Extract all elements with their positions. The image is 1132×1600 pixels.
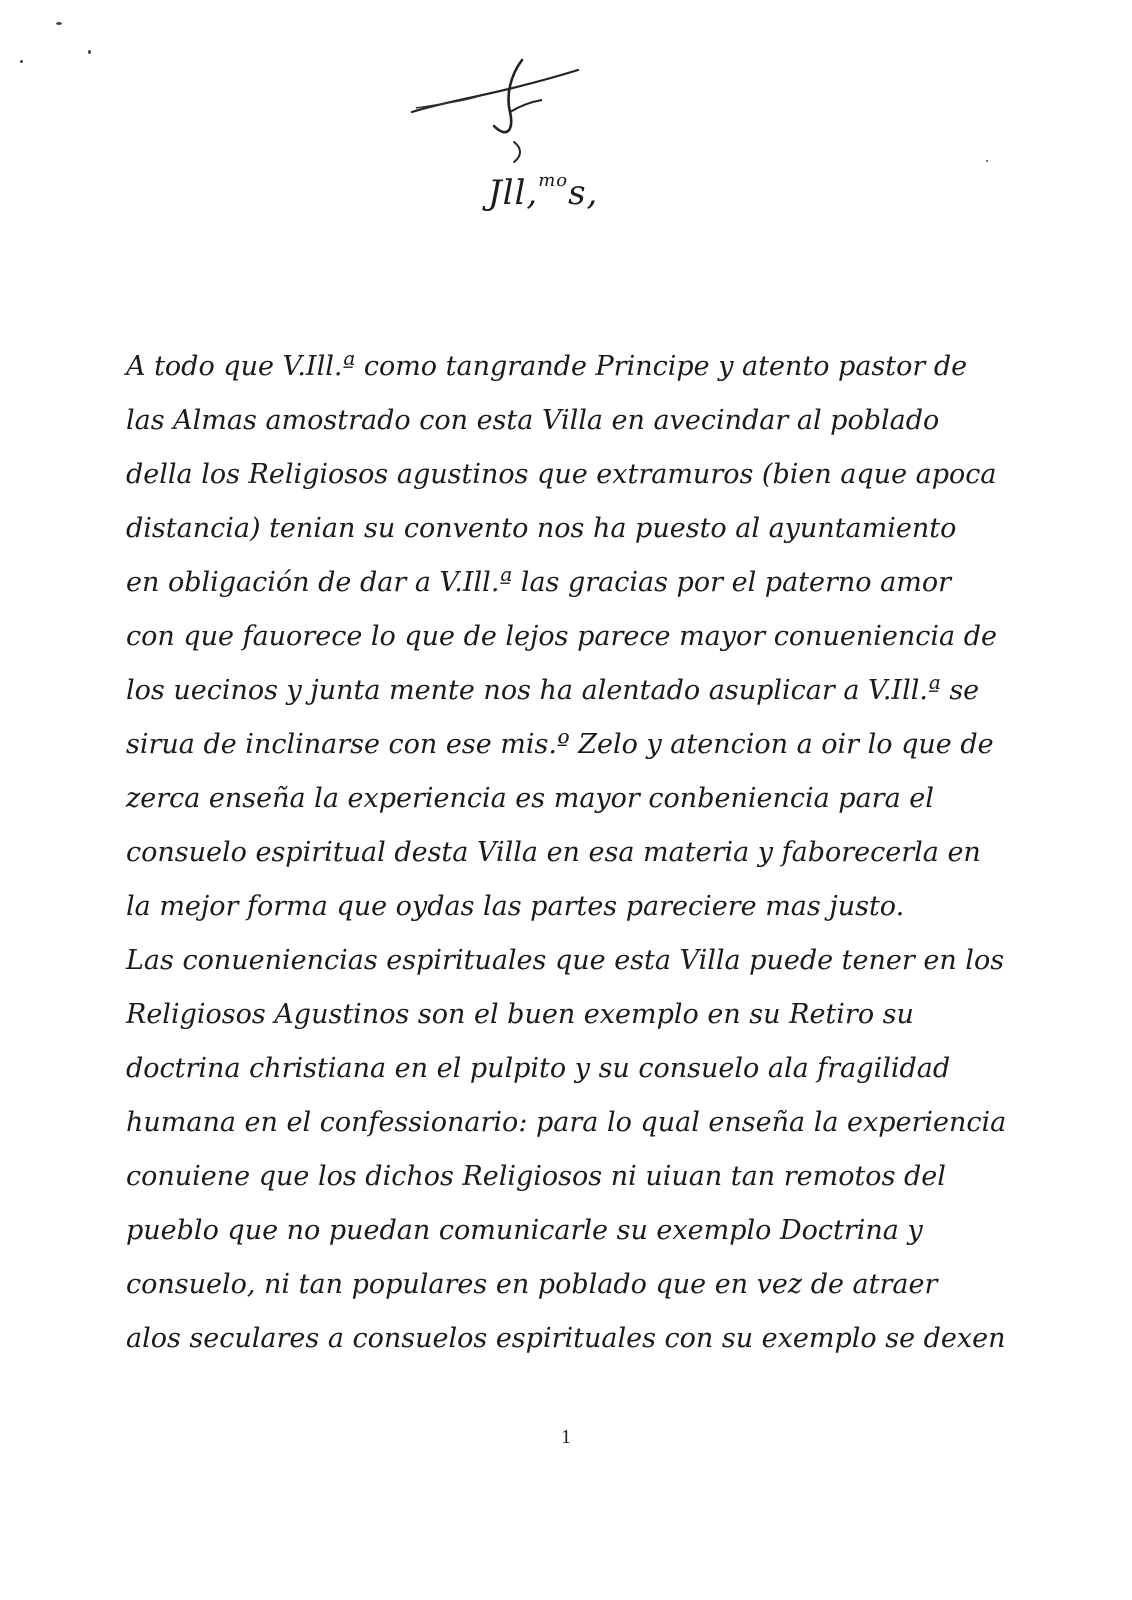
scan-speck: [88, 50, 91, 54]
paragraph-2: [126, 934, 1006, 1366]
text-line: Las conueniencias espirituales que esta Villa puede tener en los: [126, 945, 1005, 976]
text-line: pueblo que no puedan comunicarle su exemplo Doctrina y: [126, 1215, 923, 1246]
text-line: en obligación de dar a V.Ill.ª las gracias por el paterno amor: [126, 567, 951, 598]
text-line: con que fauorece lo que de lejos parece mayor conueniencia de: [126, 621, 997, 652]
text-line: humana en el confessionario: para lo qual enseña la experiencia: [126, 1107, 1007, 1138]
text-line: della los Religiosos agustinos que extramuros (bien aque apoca: [126, 459, 997, 490]
cross-rubric-icon: [410, 56, 590, 166]
scan-speck: [56, 22, 62, 25]
text-line: conuiene que los dichos Religiosos ni uiuan tan remotos del: [126, 1161, 946, 1192]
salutation-superscript: mo: [538, 170, 569, 191]
page-number: 1: [561, 1426, 571, 1448]
text-line: los uecinos y junta mente nos ha alentado asuplicar a V.Ill.ª se: [126, 675, 980, 706]
text-line: distancia) tenian su convento nos ha puesto al ayuntamiento: [126, 513, 957, 544]
text-line: consuelo espiritual desta Villa en esa materia y faborecerla en: [126, 837, 981, 868]
text-line: A todo que V.Ill.ª como tangrande Principe y atento pastor de: [126, 351, 968, 382]
scan-speck: [986, 160, 988, 162]
letter-body: [126, 340, 1006, 1366]
scan-speck: [20, 60, 23, 63]
text-line: doctrina christiana en el pulpito y su consuelo ala fragilidad: [126, 1053, 951, 1084]
text-line: las Almas amostrado con esta Villa en avecindar al poblado: [126, 405, 940, 436]
salutation: [488, 170, 598, 213]
paragraph-1: [126, 340, 1006, 934]
text-line: zerca enseña la experiencia es mayor conbeniencia para el: [126, 783, 934, 814]
text-line: alos seculares a consuelos espirituales con su exemplo se dexen: [126, 1323, 1006, 1354]
text-line: la mejor forma que oydas las partes pareciere mas justo.: [126, 891, 905, 922]
salutation-end: s,: [568, 173, 599, 213]
salutation-main: Jll,: [488, 173, 539, 213]
text-line: Religiosos Agustinos son el buen exemplo en su Retiro su: [126, 999, 914, 1030]
text-line: consuelo, ni tan populares en poblado que en vez de atraer: [126, 1269, 938, 1300]
text-line: sirua de inclinarse con ese mis.º Zelo y atencion a oir lo que de: [126, 729, 994, 760]
